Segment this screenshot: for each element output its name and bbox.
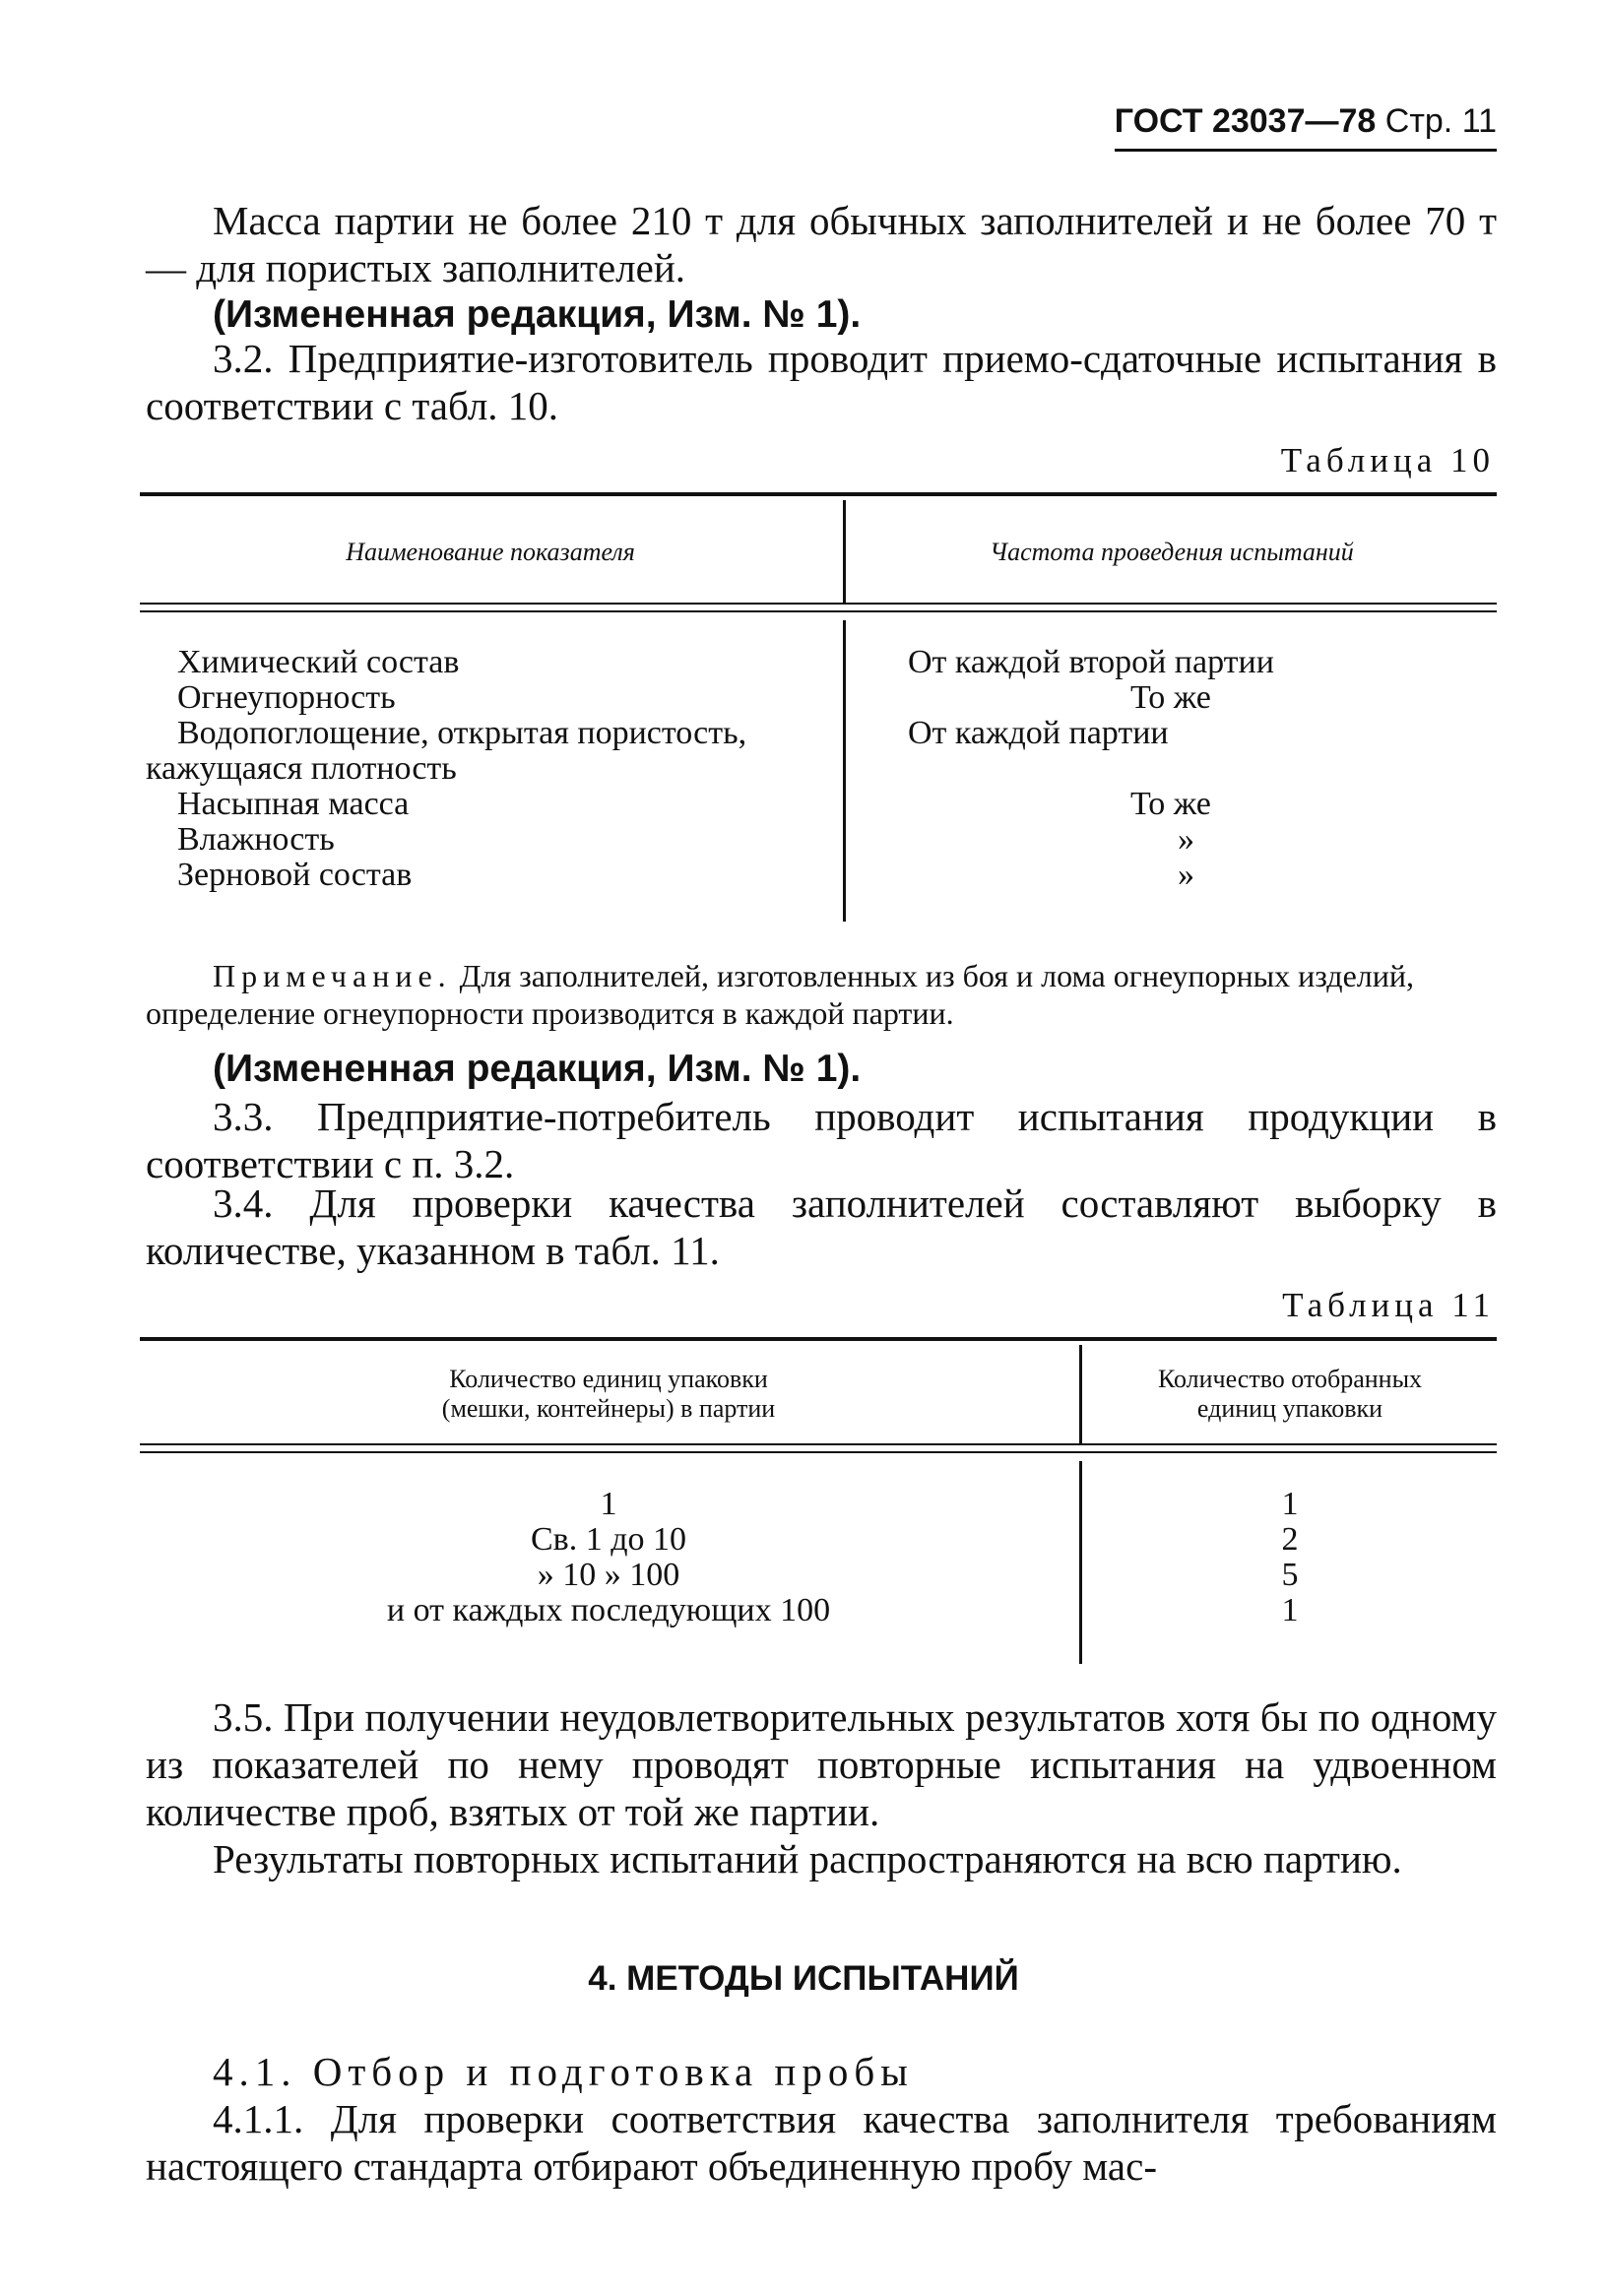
section-4-title: 4. МЕТОДЫ ИСПЫТАНИЙ	[588, 1959, 1019, 1998]
table-10-row-frequency: То же	[1130, 786, 1211, 822]
table-11-caption: Таблица 11	[1282, 1286, 1495, 1324]
paragraph-3-2: 3.2. Предприятие-изготовитель проводит приемо-сдаточные испытания в соответствии с табл. 10.	[146, 336, 1497, 428]
table-11-row-quantity: Св. 1 до 10	[530, 1521, 687, 1558]
paragraph-3-3: 3.3. Предприятие-потребитель проводит испытания продукции в соответствии с п. 3.2.	[146, 1094, 1497, 1186]
table-10-row-name: Огнеупорность	[177, 679, 396, 716]
table-11-col2-header-line2: единиц упаковки	[1196, 1394, 1383, 1423]
table-10-row-frequency: То же	[1130, 679, 1211, 716]
paragraph-4-1-1: 4.1.1. Для проверки соответствия качества заполнителя требованиям настоящего стандарта отбирают объединенную пробу мас-	[146, 2096, 1497, 2189]
table-10-header-divider	[843, 500, 846, 603]
table-11-col2-header-line1: Количество отобранных	[1157, 1365, 1423, 1393]
page-number: Стр. 11	[1384, 102, 1497, 140]
paragraph-batch-mass: Масса партии не более 210 т для обычных заполнителей и не более 70 т — для пористых заполнителей.	[146, 198, 1497, 290]
table-11-header-rule-bottom	[140, 1451, 1497, 1453]
table-10-row-frequency: От каждой второй партии	[908, 644, 1274, 680]
paragraph-3-5-result: Результаты повторных испытаний распространяются на всю партию.	[213, 1836, 1402, 1881]
table-11-col1-header	[140, 1365, 1077, 1424]
table-10-body-divider	[843, 620, 846, 922]
table-10-row-frequency: »	[1178, 857, 1194, 893]
subsection-4-1-title: 4.1. Отбор и подготовка пробы	[213, 2049, 914, 2094]
table-11-row-selected: 2	[1281, 1521, 1299, 1558]
table-11-col2-header	[1083, 1365, 1497, 1424]
table-10-row-name: Влажность	[177, 821, 335, 858]
table-11-row-quantity: 1	[600, 1486, 617, 1522]
table-11-row-selected: 5	[1281, 1557, 1299, 1593]
note-text: Для заполнителей, изготовленных из боя и лома огнеупорных изделий, определение огнеупорности производится в каждой партии.	[146, 958, 1414, 1031]
table-11-header-divider	[1079, 1345, 1082, 1443]
table-10-row-name: кажущаяся плотность	[146, 750, 457, 787]
table-11-col1-header-line2: (мешки, контейнеры) в партии	[441, 1394, 776, 1423]
table-10-col2-header: Частота проведения испытаний	[990, 538, 1354, 566]
table-11-row-quantity: и от каждых последующих 100	[386, 1592, 831, 1628]
table-10-row-frequency: От каждой партии	[908, 715, 1169, 751]
table-10-row-frequency: »	[1178, 821, 1194, 858]
table-10-col1-header: Наименование показателя	[346, 538, 635, 566]
table-10-row-name: Зерновой состав	[177, 857, 413, 893]
table-11-row-selected: 1	[1281, 1592, 1299, 1628]
table-11-body-divider	[1079, 1461, 1082, 1664]
table-11-row-quantity: » 10 » 100	[537, 1557, 680, 1593]
amendment-note-1: (Измененная редакция, Изм. № 1).	[213, 293, 862, 336]
table-10-caption: Таблица 10	[1280, 441, 1495, 479]
table-10-header-rule-top	[140, 603, 1497, 605]
table-10-row-name: Химический состав	[177, 644, 460, 680]
note-label: Примечание.	[213, 958, 452, 993]
standard-number: ГОСТ 23037—78	[1114, 102, 1377, 140]
amendment-note-2: (Измененная редакция, Изм. № 1).	[213, 1048, 862, 1090]
table-10-row-name: Водопоглощение, открытая пористость,	[177, 715, 747, 751]
table-11-row-selected: 1	[1281, 1486, 1299, 1522]
table-10-note	[146, 957, 1497, 1032]
page-header	[1115, 102, 1497, 152]
table-11-top-rule	[140, 1337, 1497, 1341]
table-10-top-rule	[140, 492, 1497, 496]
paragraph-3-4: 3.4. Для проверки качества заполнителей составляют выборку в количестве, указанном в табл. 11.	[146, 1180, 1497, 1273]
table-11-header-rule-top	[140, 1443, 1497, 1445]
table-11-col1-header-line1: Количество единиц упаковки	[449, 1365, 768, 1393]
paragraph-3-5: 3.5. При получении неудовлетворительных результатов хотя бы по одному из показателей по нему проводят повторные испытания на удвоенном количестве проб, взятых от той же партии.	[146, 1694, 1497, 1834]
table-10-header-rule-bottom	[140, 610, 1497, 612]
table-10-row-name: Насыпная масса	[177, 786, 410, 822]
